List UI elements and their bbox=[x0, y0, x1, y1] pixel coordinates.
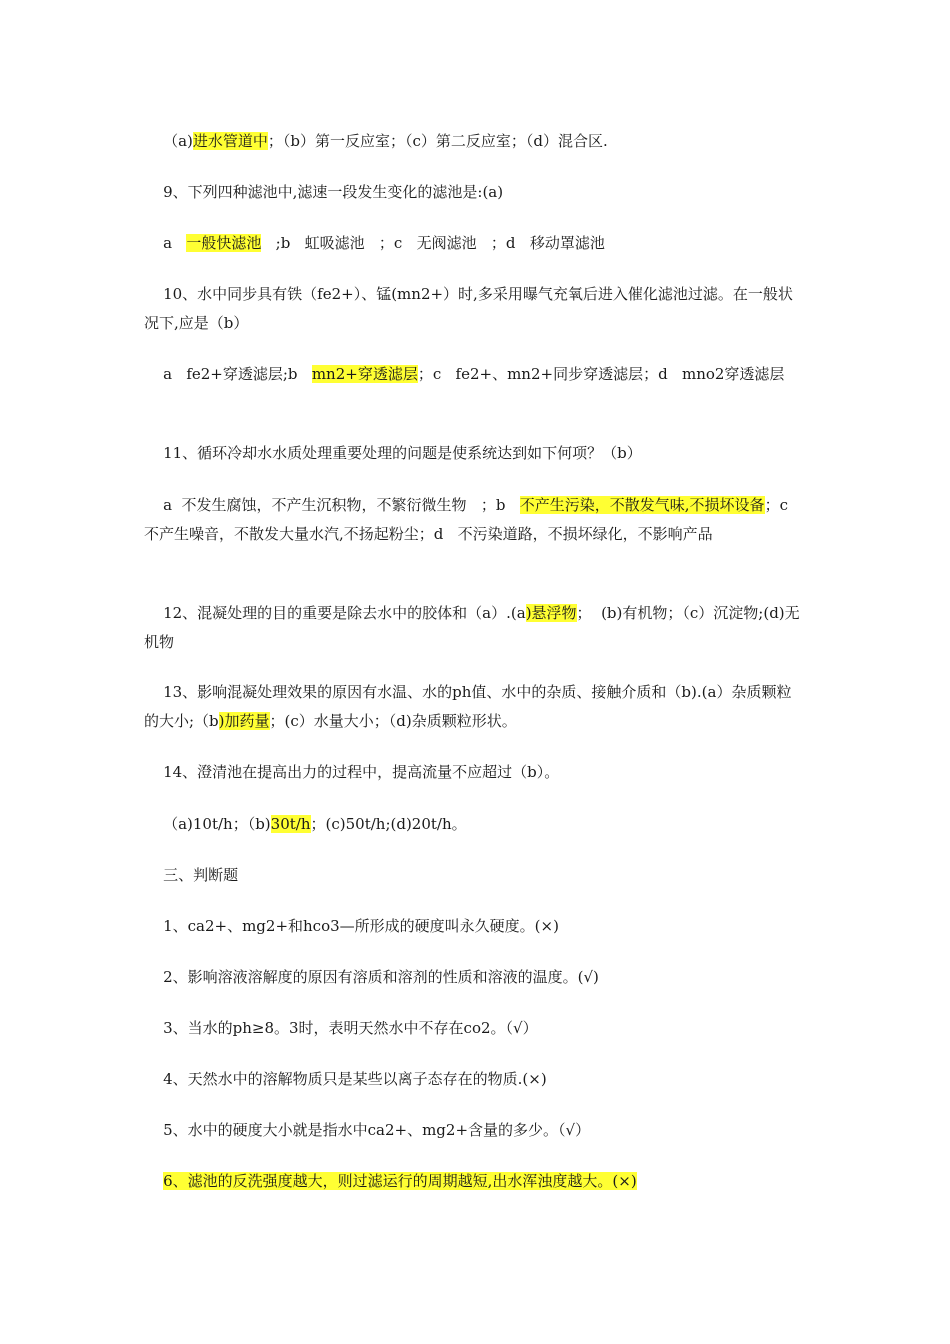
question-9 bbox=[144, 178, 806, 207]
text-segment: a fe2+穿透滤层;b bbox=[144, 365, 312, 383]
text-segment: 13、影响混凝处理效果的原因有水温、水的ph值、水中的杂质、接触介质和（b).(a）杂质颗粒的大小;（b bbox=[144, 683, 792, 730]
text-segment: ； (b)有机物；（c）沉淀物;(d)无机物 bbox=[144, 604, 800, 651]
highlighted-answer: 一般快滤池 bbox=[186, 234, 262, 252]
judgement-6 bbox=[144, 1167, 806, 1196]
text-segment: 11、循环冷却水水质处理重要处理的问题是使系统达到如下何项？（b） bbox=[144, 444, 642, 462]
question-10-options bbox=[144, 360, 806, 389]
text-segment: 14、澄清池在提高出力的过程中，提高流量不应超过（b）。 bbox=[144, 763, 560, 781]
judgement-1 bbox=[144, 912, 806, 941]
highlighted-answer: 进水管道中 bbox=[192, 132, 268, 150]
text-segment: ；c 不产生噪音，不散发大量水汽,不扬起粉尘；d 不污染道路，不损坏绿化，不影响产品 bbox=[144, 496, 803, 543]
text-segment: ；（b）第一反应室；（c）第二反应室；（d）混合区. bbox=[267, 132, 608, 150]
text-segment: 三、判断题 bbox=[144, 866, 239, 884]
text-segment: 9、下列四种滤池中,滤速一段发生变化的滤池是:(a) bbox=[144, 183, 504, 201]
question-14-options bbox=[144, 810, 806, 839]
question-13 bbox=[144, 678, 806, 736]
highlighted-answer: 不产生污染，不散发气味,不损坏设备 bbox=[519, 496, 765, 514]
question-10 bbox=[144, 280, 806, 338]
highlighted-answer: )加药量 bbox=[218, 712, 270, 730]
section-heading bbox=[144, 861, 806, 890]
question-14 bbox=[144, 758, 806, 787]
text-segment: 12、混凝处理的目的重要是除去水中的胶体和（a）.(a bbox=[144, 604, 526, 622]
text-segment: ；(c）水量大小；（d)杂质颗粒形状。 bbox=[269, 712, 517, 730]
text-segment: a bbox=[144, 234, 187, 252]
question-11-options bbox=[144, 491, 806, 549]
text-segment: （a) bbox=[144, 132, 193, 150]
text-segment: 2、影响溶液溶解度的原因有溶质和溶剂的性质和溶液的温度。(√) bbox=[144, 968, 599, 986]
text-segment: ;b 虹吸滤池 ；c 无阀滤池 ；d 移动罩滤池 bbox=[261, 234, 605, 252]
question-12 bbox=[144, 599, 806, 657]
judgement-5 bbox=[144, 1116, 806, 1145]
judgement-2 bbox=[144, 963, 806, 992]
question-9-options bbox=[144, 229, 806, 258]
text-segment: 5、水中的硬度大小就是指水中ca2+、mg2+含量的多少。（√） bbox=[144, 1121, 591, 1139]
text-segment: ；(c)50t/h;(d)20t/h。 bbox=[310, 815, 467, 833]
text-segment: 1、ca2+、mg2+和hco3—所形成的硬度叫永久硬度。(×) bbox=[144, 917, 559, 935]
text-segment: 10、水中同步具有铁（fe2+）、锰(mn2+）时,多采用曝气充氧后进入催化滤池过滤。在一般状况下,应是（b） bbox=[144, 285, 793, 332]
highlighted-answer: 6、滤池的反洗强度越大，则过滤运行的周期越短,出水浑浊度越大。(×) bbox=[163, 1172, 637, 1190]
question-11 bbox=[144, 439, 806, 468]
judgement-3 bbox=[144, 1014, 806, 1043]
text-segment bbox=[144, 1172, 163, 1190]
text-segment: 4、天然水中的溶解物质只是某些以离子态存在的物质.(×) bbox=[144, 1070, 547, 1088]
highlighted-answer: mn2+穿透滤层 bbox=[311, 365, 418, 383]
text-segment: （a)10t/h；（b) bbox=[144, 815, 271, 833]
answer-line-8 bbox=[144, 127, 806, 156]
text-segment: a 不发生腐蚀，不产生沉积物，不繁衍微生物 ；b bbox=[144, 496, 520, 514]
highlighted-answer: 30t/h bbox=[270, 815, 311, 833]
text-segment: 3、当水的ph≥8。3时，表明天然水中不存在co2。（√） bbox=[144, 1019, 538, 1037]
highlighted-answer: )悬浮物 bbox=[525, 604, 577, 622]
judgement-4 bbox=[144, 1065, 806, 1094]
text-segment: ；c fe2+、mn2+同步穿透滤层；d mno2穿透滤层 bbox=[417, 365, 785, 383]
